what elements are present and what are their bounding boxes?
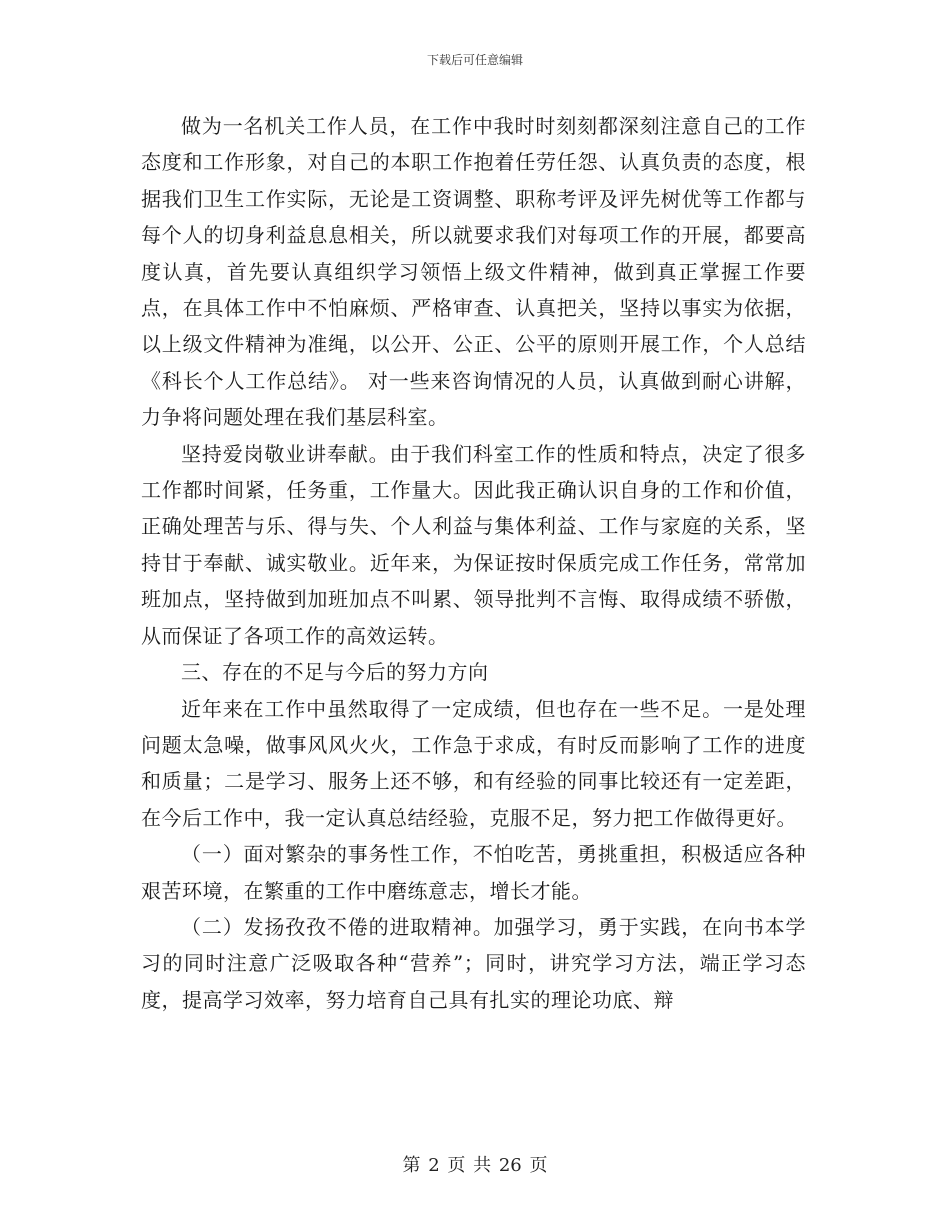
section-heading-shortcomings: 三、存在的不足与今后的努力方向 xyxy=(181,660,489,685)
page-header: 下载后可任意编辑 xyxy=(426,53,523,67)
paragraph-shortcomings: 近年来在工作中虽然取得了一定成绩，但也存在一些不足。一是处理问题太急噪，做事风风火火，工作急于求成，有时反而影响了工作的进度和质量；二是学习、服务上还不够，和有经验的同事比较还有一定差距，在今后工作中，我一定认真总结经验，克服不足，努力把工作做得更好。 xyxy=(141,696,806,830)
paragraph-item-one: （一）面对繁杂的事务性工作，不怕吃苦，勇挑重担，积极适应各种艰苦环境，在繁重的工作中磨练意志，增长才能。 xyxy=(141,842,806,903)
paragraph-work-attitude: 做为一名机关工作人员，在工作中我时时刻刻都深刻注意自己的工作态度和工作形象，对自己的本职工作抱着任劳任怨、认真负责的态度，根据我们卫生工作实际，无论是工资调整、职称考评及评先树优等工作都与每个人的切身利益息息相关，所以就要求我们对每项工作的开展，都要高度认真，首先要认真组织学习领悟上级文件精神，做到真正掌握工作要点，在具体工作中不怕麻烦、严格审查、认真把关，坚持以事实为依据，以上级文件精神为准绳，以公开、公正、公平的原则开展工作，个人总结《科长个人工作总结》。 对一些来咨询情况的人员，认真做到耐心讲解，力争将问题处理在我们基层科室。 xyxy=(141,114,806,430)
paragraph-item-two: （二）发扬孜孜不倦的进取精神。加强学习，勇于实践，在向书本学习的同时注意广泛吸取各种“营养”；同时，讲究学习方法，端正学习态度，提高学习效率，努力培育自己具有扎实的理论功底、辩 xyxy=(141,914,806,1012)
page-number-footer: 第 2 页 共 26 页 xyxy=(402,1155,548,1176)
document-body xyxy=(141,108,806,1018)
paragraph-dedication: 坚持爱岗敬业讲奉献。由于我们科室工作的性质和特点，决定了很多工作都时间紧，任务重，工作量大。因此我正确认识自身的工作和价值，正确处理苦与乐、得与失、个人利益与集体利益、工作与家庭的关系，坚持甘于奉献、诚实敬业。近年来，为保证按时保质完成工作任务，常常加班加点，坚持做到加班加点不叫累、领导批判不言悔、取得成绩不骄傲，从而保证了各项工作的高效运转。 xyxy=(141,441,806,648)
